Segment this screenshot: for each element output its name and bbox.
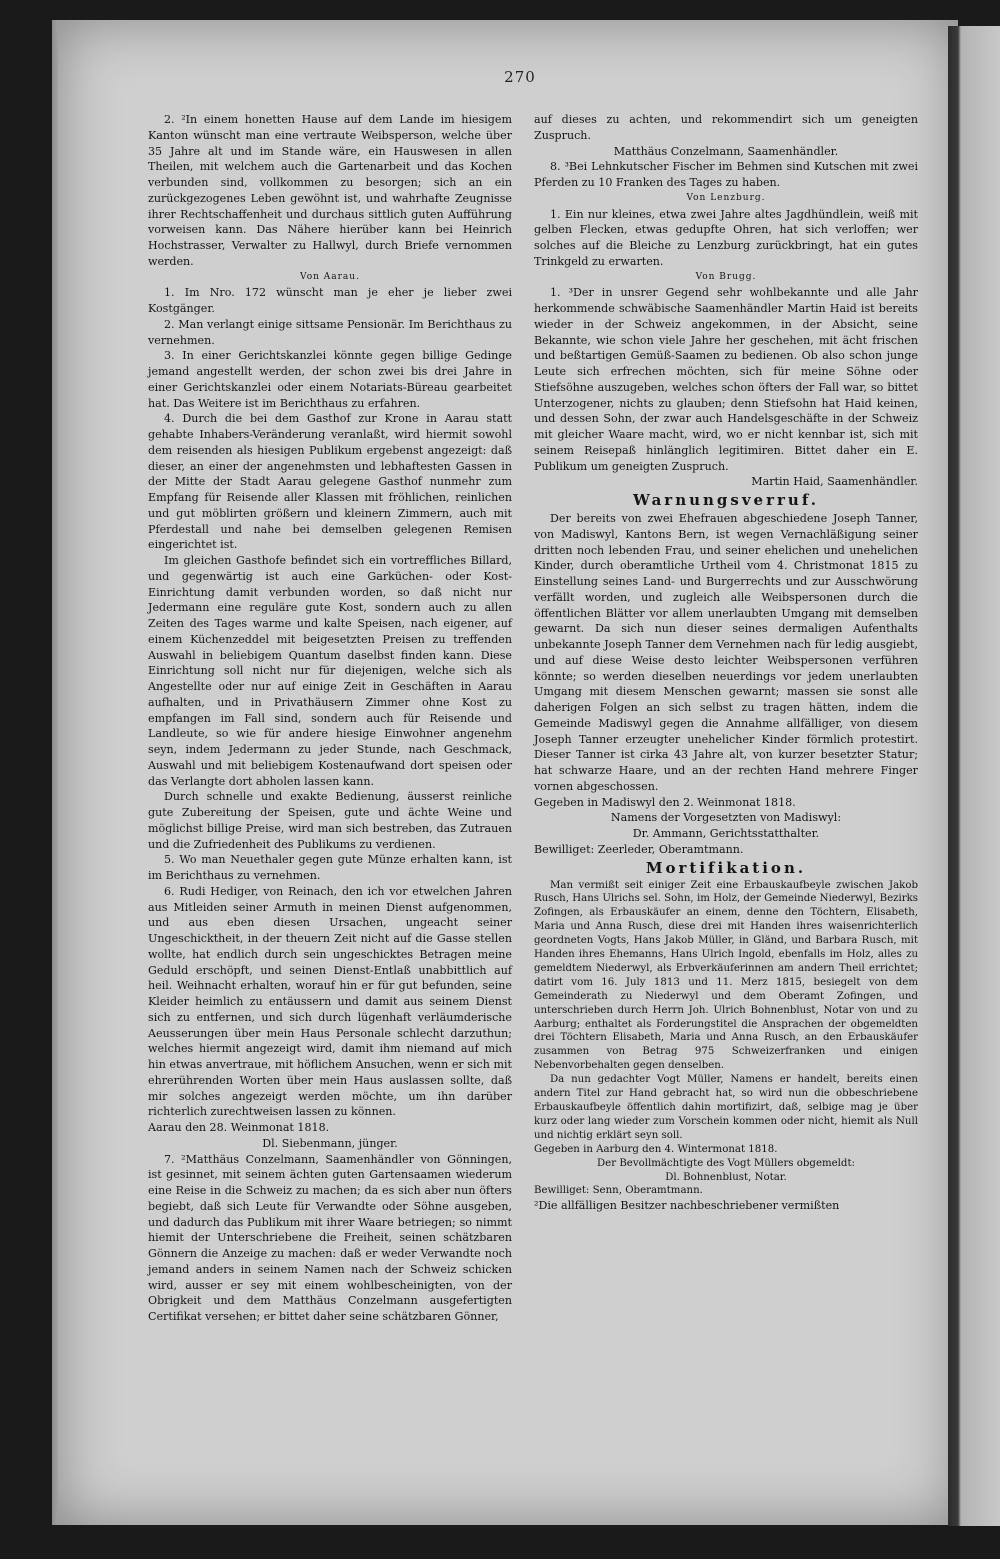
heading-mortifikation: Mortifikation. (645, 858, 807, 877)
notice-mortifikation: Man vermißt seit einiger Zeit eine Erbauskaufbeyle zwischen Jakob Rusch, Hans Ulrichs sel. Sohn, im Holz, der Gemeinde Niederwyl, Bezirks Zofingen, als Erbauskäufer an einem, denne den Töchtern, Elisabeth, Maria und Anna Rusch, diese drei mit Handen ihres waisenrichterlich geordneten Vogts, Hans Jakob Müller, in Gländ, und Barbara Rusch, mit Handen ihres Ehemanns, Hans Ulrich Ingold, ebenfalls im Holz, alles zu gemeldtem Niederwyl, als Erbverkäuferinnen am andern Theil errichtet; datirt vom 16. July 1813 und 11. Merz 1815, besiegelt von dem Gemeinderath zu Niederwyl und dem Oberamt Zofingen, und unterschrieben durch Herrn Joh. Ulrich Bohnenblust, Notar von und zu Aarburg; enthaltet als Forderungstitel die Ansprachen der obgemeldten drei Töchtern Elisabeth, Maria und Anna Rusch, an den Erbauskäufer zusammen von Betrag 975 Schweizerfranken und einigen Nebenvorbehalten gegen denselben. (534, 879, 918, 1072)
notice-aarau-8: 8. ³Bei Lehnkutscher Fischer im Behmen sind Kutschen mit zwei Pferden zu 10 Franken des Tages zu haben. (534, 160, 918, 189)
authority-line: Namens der Vorgesetzten von Madiswyl: (610, 811, 842, 825)
notice-aarau-2: 2. Man verlangt einige sittsame Pensionär. Im Berichthaus zu vernehmen. (148, 317, 512, 347)
signature-bohnenblust: Dl. Bohnenblust, Notar. (665, 1171, 787, 1183)
authority-line-mueller: Der Bevollmächtigte des Vogt Müllers obgemeldt: (597, 1157, 855, 1169)
notice-aarau-7: 7. ²Matthäus Conzelmann, Saamenhändler von Gönningen, ist gesinnet, mit seinem ächten guten Gartensaamen wiederum eine Reise in die Schweiz zu machen; da es sich aber nun öfters begiebt, daß sich Leute für Verwandte oder Söhne ausgeben, und dadurch das Publikum mit ihrer Waare betriegen; so nimmt hiemit der Unterschriebene die Freiheit, seinen schätzbaren Gönnern die Anzeige zu machen: daß er weder Verwandte noch jemand anders in seinem Namen nach der Schweiz schicken wird, ausser er sey mit einem wohlbescheinigten, von der Obrigkeit und dem Matthäus Conzelmann ausgefertigten Certifikat versehen; er bittet daher seine schätzbaren Gönner, (148, 1152, 512, 1323)
next-page-edge (948, 26, 1000, 1526)
signature-ammann: Dr. Ammann, Gerichtsstatthalter. (632, 827, 820, 840)
notice-aarau-7-continued: auf dieses zu achten, und rekommendirt sich um geneigten Zuspruch. (534, 113, 918, 142)
notice-lenzburg-1: 1. Ein nur kleines, etwa zwei Jahre altes Jagdhündlein, weiß mit gelben Flecken, etwas gedupfte Ohren, hat sich verloffen; wer solches auf die Bleiche zu Lenzburg zurückbringt, hat ein gutes Trinkgeld zu erwarten. (534, 207, 918, 268)
notice-aarau-5: 5. Wo man Neuethaler gegen gute Münze erhalten kann, ist im Berichthaus zu vernehmen. (148, 853, 512, 882)
notice-warnung-tanner: Der bereits von zwei Ehefrauen abgeschiedene Joseph Tanner, von Madiswyl, Kantons Bern, ist wegen Vernachläßigung seiner dritten noch lebenden Frau, und seiner ehelichen und unehelichen Kinder, durch oberamtliche Urtheil vom 4. Christmonat 1815 zu Einstellung seines Land- und Burgerrechts und zur Ausschwörung verfällt worden, und zugleich alle Weibspersonen durch die öffentlichen Blätter vor allem unerlaubten Umgang mit demselben gewarnt. Da sich nun dieser seines dermaligen Aufenthalts unbekannte Joseph Tanner dem Vernehmen nach für ledig ausgiebt, und auf diese Weise desto leichter Weibspersonen verführen könnte; so werden dieselben neuerdings vor jedem unerlaubten Umgang mit diesem Menschen gewarnt; massen sie sonst alle daherigen Folgen an sich selbst zu tragen hätten, indem die Gemeinde Madiswyl gegen die Annahme allfälliger, von diesem Joseph Tanner erzeugter unehelicher Kinder förmlich protestirt. Dieser Tanner ist cirka 43 Jahre alt, von kurzer besetzter Statur; hat schwarze Haare, und an der rechten Hand mehrere Finger vornen abgeschossen. (534, 512, 918, 793)
notice-aarau-3: 3. In einer Gerichtskanzlei könnte gegen billige Gedinge jemand angestellt werden, der schon zwei bis drei Jahre in einer Gerichtskanzlei oder einem Notariats-Büreau gearbeitet hat. Das Weitere ist im Berichthaus zu erfahren. (148, 349, 512, 410)
approval-zeerleder: Bewilliget: Zeerleder, Oberamtmann. (534, 842, 744, 856)
signature-haid: Martin Haid, Saamenhändler. (751, 475, 918, 489)
notice-aarau-6: 6. Rudi Hediger, von Reinach, den ich vor etwelchen Jahren aus Mitleiden seiner Armuth in meinen Dienst aufgenommen, und aus eben diesen Ursachen, ungeacht seiner Ungeschicktheit, in der theuern Zeit nicht auf die Gasse stellen wollte, hat endlich durch sein ungeschicktes Betragen meine Geduld erschöpft, und seinen Dienst-Entlaß unabbittlich auf heil. Weihnacht erhalten, worauf hin er für gut befunden, seine Kleider heimlich zu entäussern und damit aus seinem Dienst sich zu entfernen, und sich durch lügenhaft verläumderische Aeusserungen über mein Haus Personale schlecht darzuthun; welches hiermit angezeigt wird, damit ihm niemand auf mich hin etwas anvertraue, mit höflichem Ansuchen, wenn er sich mit ehrerührenden Worten über mein Haus auslassen sollte, daß mir solches angezeigt werden möchte, um ihn darüber richterlich zurechtweisen lassen zu können. (148, 884, 512, 1119)
left-column (148, 112, 512, 1325)
date-line-aarburg: Gegeben in Aarburg den 4. Wintermonat 1818. (534, 1143, 778, 1155)
notice-aarau-1: 1. Im Nro. 172 wünscht man je eher je lieber zwei Kostgänger. (148, 286, 512, 315)
right-column (534, 112, 918, 1214)
notice-next-start: ²Die allfälligen Besitzer nachbeschriebener vermißten (534, 1199, 840, 1213)
notice-mortifikation-2: Da nun gedachter Vogt Müller, Namens er handelt, bereits einen andern Titel zur Hand gebracht hat, so wird nun die obbeschriebene Erbauskaufbeyle öffentlich dahin mortifizirt, daß, selbige mag je über kurz oder lang wieder zum Vorschein kommen oder nicht, hiemit als Null und nichtig erklärt seyn soll. (534, 1074, 918, 1141)
signature-siebenmann: Dl. Siebenmann, jünger. (262, 1136, 398, 1150)
approval-senn: Bewilliget: Senn, Oberamtmann. (534, 1185, 703, 1197)
page-number: 270 (504, 68, 536, 86)
section-heading-aarau: Von Aarau. (300, 271, 360, 282)
section-heading-lenzburg: Von Lenzburg. (686, 192, 766, 203)
date-line-madiswyl: Gegeben in Madiswyl den 2. Weinmonat 1818. (534, 795, 796, 809)
notice-aarau-4: 4. Durch die bei dem Gasthof zur Krone in Aarau statt gehabte Inhabers-Veränderung veranlaßt, wird hiermit sowohl dem reisenden als hiesigen Publikum ergebenst angezeigt: daß dieser, an einer der angenehmsten und lebhaftesten Gassen in der Mitte der Stadt Aarau gelegene Gasthof nunmehr zum Empfang für Reisende aller Klassen mit fröhlichen, reinlichen und gut möblirten größern und kleinern Zimmern, auch mit Pferdestall und nahe bei demselben gelegenen Remisen eingerichtet ist. (148, 412, 512, 552)
notice-aarau-4-billard: Im gleichen Gasthofe befindet sich ein vortreffliches Billard, und gegenwärtig ist auch eine Garküchen- oder Kost-Einrichtung damit verbunden worden, so daß nicht nur Jedermann eine reguläre gute Kost, sondern auch zu allen Zeiten des Tages warme und kalte Speisen, nach eigener, auf einem Küchenzeddel mit beigesetzten Preisen zu treffenden Auswahl in beliebigem Quantum daselbst finden kann. Diese Einrichtung soll nicht nur für diejenigen, welche sich als Angestellte oder nur auf einige Zeit in Geschäften in Aarau aufhalten, und in Privathäusern Zimmer ohne Kost zu empfangen im Fall sind, sondern auch für Reisende und Landleute, so wie für andere hiesige Einwohner angenehm seyn, indem Jedermann zu jeder Stunde, nach Geschmack, Auswahl und mit beliebigem Kostenaufwand dort speisen oder das Verlangte dort abholen lassen kann. (148, 554, 512, 788)
section-heading-brugg: Von Brugg. (695, 271, 757, 282)
date-line: Aarau den 28. Weinmonat 1818. (148, 1121, 330, 1134)
notice-brugg-1: 1. ³Der in unsrer Gegend sehr wohlbekannte und alle Jahr herkommende schwäbische Saamenhändler Martin Haid ist bereits wieder in der Schweiz angekommen, in der Absicht, seine Bekannte, wie schon viele Jahre her geschehen, mit ächt frischen und beßtartigen Gemüß-Saamen zu bedienen. Ob also schon junge Leute sich erfrechen möchten, sich für meine Söhne oder Stiefsöhne auszugeben, welches schon öfters der Fall war, so bittet Unterzogener, nichts zu glauben; denn Stiefsohn hat Haid keinen, und dessen Sohn, der zwar auch Handelsgeschäfte in der Schweiz mit gleicher Waare macht, wird, wo er nicht kennbar ist, sich mit seinem Reisepaß hinlänglich legitimiren. Bittet daher ein E. Publikum um geneigten Zuspruch. (534, 286, 918, 473)
notice-aarau-4-service: Durch schnelle und exakte Bedienung, äusserst reinliche gute Zubereitung der Speisen, gute und ächte Weine und möglichst billige Preise, wird man sich bestreben, das Zutrauen und die Zufriedenheit des Publikums zu verdienen. (148, 790, 512, 851)
notice-hallwyl-housekeeper: 2. ²In einem honetten Hause auf dem Lande im hiesigem Kanton wünscht man eine vertraute Weibsperson, welche über 35 Jahre alt und im Stande wäre, ein Hauswesen in allen Theilen, mit welchem auch die Gartenarbeit und das Kochen verbunden sind, vollkommen zu besorgen; sich an ein zurückgezogenes Leben gewöhnt ist, und wahrhafte Zeugnisse ihrer Rechtschaffenheit und durchaus sittlich guten Aufführung vorweisen kann. Das Nähere hierüber kann bei Heinrich Hochstrasser, Verwalter zu Hallwyl, durch Briefe vernommen werden. (148, 113, 512, 268)
heading-warnungsverruf: Warnungsverruf. (633, 491, 819, 509)
signature-conzelmann: Matthäus Conzelmann, Saamenhändler. (613, 144, 839, 158)
